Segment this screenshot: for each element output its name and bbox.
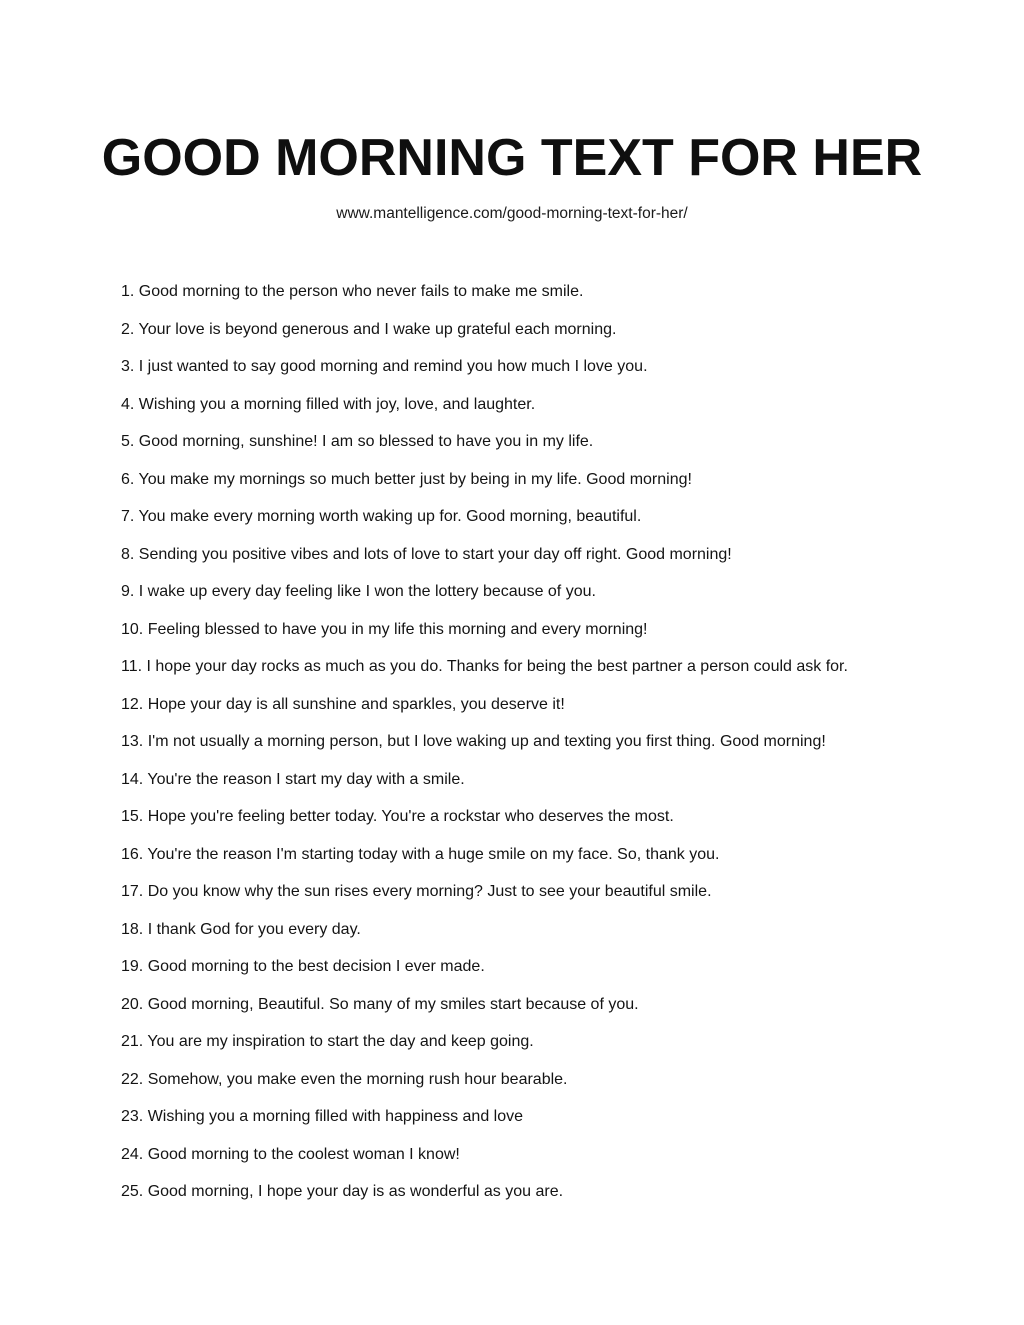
list-item: 11. I hope your day rocks as much as you do. Thanks for being the best partner a person could ask for.	[121, 658, 848, 675]
list-item: 17. Do you know why the sun rises every morning? Just to see your beautiful smile.	[121, 883, 712, 900]
list-item: 4. Wishing you a morning filled with joy, love, and laughter.	[121, 395, 536, 413]
list-item: 23. Wishing you a morning filled with happiness and love	[121, 1108, 524, 1125]
text-list	[121, 280, 941, 1218]
list-item: 6. You make my mornings so much better just by being in my life. Good morning!	[121, 470, 692, 488]
list-item: 24. Good morning to the coolest woman I know!	[121, 1145, 460, 1163]
list-item: 19. Good morning to the best decision I ever made.	[121, 958, 485, 975]
list-item: 16. You're the reason I'm starting today with a huge smile on my face. So, thank you.	[121, 845, 720, 863]
list-item: 7. You make every morning worth waking up for. Good morning, beautiful.	[121, 508, 642, 525]
list-item: 9. I wake up every day feeling like I won the lottery because of you.	[121, 583, 596, 600]
list-item: 5. Good morning, sunshine! I am so blessed to have you in my life.	[121, 433, 594, 450]
list-item: 22. Somehow, you make even the morning rush hour bearable.	[121, 1070, 568, 1088]
list-item: 14. You're the reason I start my day with a smile.	[121, 770, 465, 788]
list-item: 15. Hope you're feeling better today. You're a rockstar who deserves the most.	[121, 808, 674, 825]
list-item: 25. Good morning, I hope your day is as wonderful as you are.	[121, 1183, 564, 1200]
list-item: 18. I thank God for you every day.	[121, 920, 361, 938]
list-item: 1. Good morning to the person who never fails to make me smile.	[121, 283, 584, 300]
list-item: 21. You are my inspiration to start the day and keep going.	[121, 1033, 534, 1050]
list-item: 3. I just wanted to say good morning and remind you how much I love you.	[121, 358, 648, 375]
list-item: 10. Feeling blessed to have you in my life this morning and every morning!	[121, 620, 648, 638]
page-title: GOOD MORNING TEXT FOR HER	[101, 129, 923, 187]
list-item: 13. I'm not usually a morning person, but I love waking up and texting you first thing. Good morning!	[121, 733, 826, 750]
list-item: 8. Sending you positive vibes and lots of love to start your day off right. Good morning!	[121, 545, 732, 563]
list-item: 2. Your love is beyond generous and I wake up grateful each morning.	[121, 320, 617, 338]
source-url: www.mantelligence.com/good-morning-text-for-her/	[336, 205, 688, 222]
list-item: 12. Hope your day is all sunshine and sparkles, you deserve it!	[121, 695, 565, 713]
list-item: 20. Good morning, Beautiful. So many of my smiles start because of you.	[121, 995, 639, 1013]
